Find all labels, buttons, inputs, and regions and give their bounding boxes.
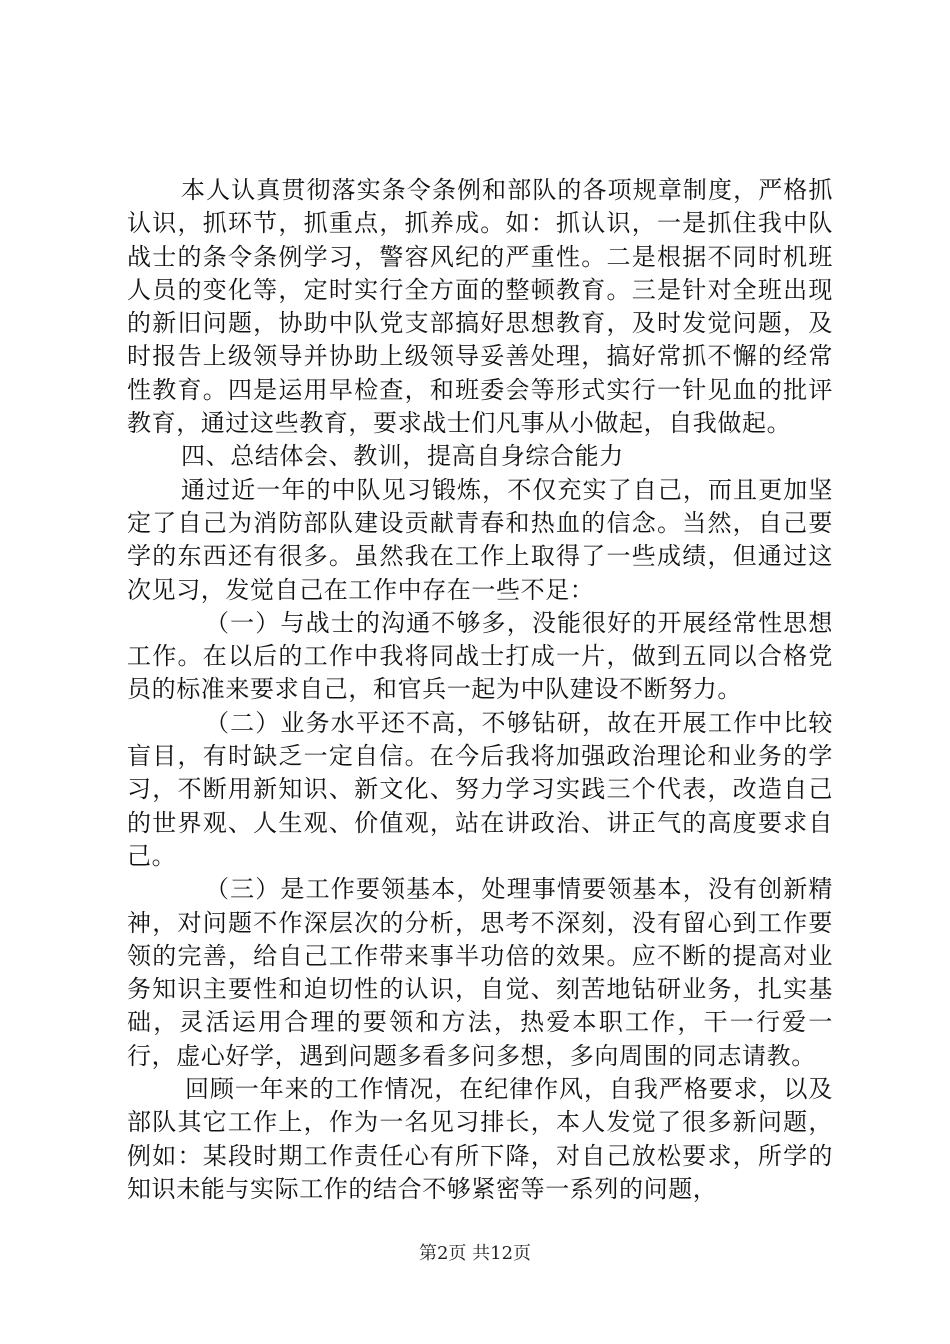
section-heading-summary: 四、总结体会、教训，提高自身综合能力 (181, 442, 624, 471)
paragraph-shortcoming-1: （一）与战士的沟通不够多，没能很好的开展经常性思想工作。在以后的工作中我将同战士打成一片，做到五同以合格党员的标准来要求自己，和官兵一起为中队建设不断努力。 (127, 608, 833, 704)
paragraph-discipline-education: 本人认真贯彻落实条令条例和部队的各项规章制度，严格抓认识，抓环节，抓重点，抓养成。如：抓认识，一是抓住我中队战士的条令条例学习，警容风纪的严重性。二是根据不同时机班人员的变化等，定时实行全方面的整顿教育。三是针对全班出现的新旧问题，协助中队党支部搞好思想教育，及时发觉问题，及时报告上级领导并协助上级领导妥善处理，搞好常抓不懈的经常性教育。四是运用早检查，和班委会等形式实行一针见血的批评教育，通过这些教育，要求战士们凡事从小做起，自我做起。 (127, 176, 833, 438)
paragraph-shortcoming-3: （三）是工作要领基本，处理事情要领基本，没有创新精神，对问题不作深层次的分析，思考不深刻，没有留心到工作要领的完善，给自己工作带来事半功倍的效果。应不断的提高对业务知识主要性和迫切性的认识，自觉、刻苦地钻研业务，扎实基础，灵活运用合理的要领和方法，热爱本职工作，干一行爱一行，虚心好学，遇到问题多看多问多想，多向周围的同志请教。 (127, 875, 833, 1070)
paragraph-year-review: 回顾一年来的工作情况，在纪律作风，自我严格要求，以及部队其它工作上，作为一名见习排长，本人发觉了很多新问题，例如：某段时期工作责任心有所下降，对自己放松要求，所学的知识未能与实际工作的结合不够紧密等一系列的问题， (127, 1075, 833, 1203)
document-body (127, 174, 833, 1206)
paragraph-shortcoming-2: （二）业务水平还不高，不够钻研，故在开展工作中比较盲目，有时缺乏一定自信。在今后我将加强政治理论和业务的学习，不断用新知识、新文化、努力学习实践三个代表，改造自己的世界观、人生观、价值观，站在讲政治、讲正气的高度要求自己。 (127, 708, 833, 870)
paragraph-internship-reflection: 通过近一年的中队见习锻炼，不仅充实了自己，而且更加坚定了自己为消防部队建设贡献青春和热血的信念。当然，自己要学的东西还有很多。虽然我在工作上取得了一些成绩，但通过这次见习，发觉自己在工作中存在一些不足： (127, 475, 833, 604)
page-number-footer: 第2页 共12页 (418, 1243, 532, 1264)
